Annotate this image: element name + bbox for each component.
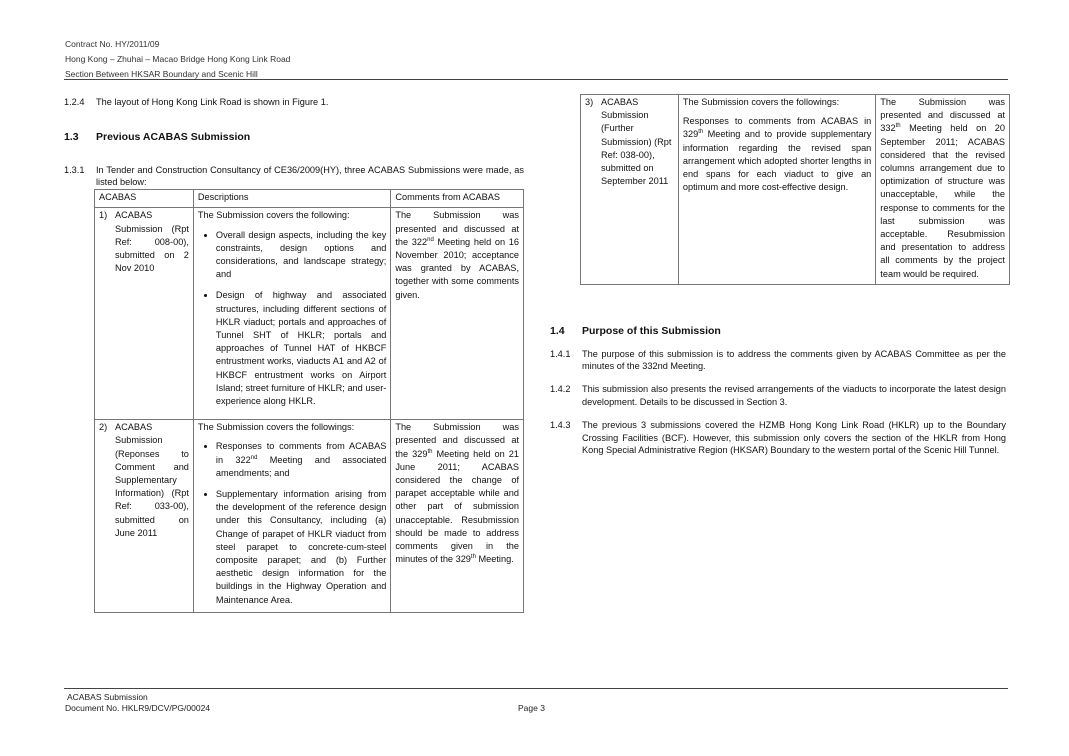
paragraph-1-4-2 [550, 383, 1006, 409]
paragraph-number: 1.4.1 [550, 348, 571, 359]
paragraph-1-4-3 [550, 419, 1006, 457]
paragraph-text: In Tender and Construction Consultancy of CE36/2009(HY), three ACABAS Submissions were made, as listed below: [96, 164, 524, 188]
comment-text: Meeting held on 21 June 2011; ACABAS considered the change of parapet acceptable while and other part of submission unacceptable. Resubmission should be made to address comments given in the minutes of the 329 [395, 448, 519, 565]
section-heading-1-3 [64, 131, 524, 144]
superscript: nd [250, 454, 258, 461]
submission-name: ACABAS Submission (Rpt Ref: 008-00), submitted on 2 Nov 2010 [115, 210, 189, 274]
paragraph-number: 1.3.1 [64, 164, 85, 175]
section-title: Previous ACABAS Submission [96, 130, 251, 143]
comment-text: The Submission was presented and discussed at the 322 [395, 210, 519, 247]
column-header-descriptions: Descriptions [193, 190, 390, 208]
submission-cell [95, 208, 194, 420]
paragraph-1-3-1 [64, 164, 524, 190]
table-header-row [95, 190, 524, 208]
footer-divider [64, 688, 1008, 689]
paragraph-text: The layout of Hong Kong Link Road is shown in Figure 1. [96, 97, 329, 107]
list-item-text: Meeting and associated amendments; and [215, 454, 387, 478]
submission-cell [581, 95, 679, 285]
page-number: Page 3 [518, 703, 545, 713]
superscript: th [698, 129, 704, 136]
superscript: th [895, 123, 901, 130]
comment-text: The Submission was presented and discussed at the 329 [395, 422, 519, 459]
superscript: nd [427, 236, 434, 243]
description-cell [678, 95, 875, 285]
comment-text: Meeting held on 16 November 2010; acceptance was granted by ACABAS, together with some comments given. [395, 236, 519, 300]
row-number: 1) [99, 210, 108, 221]
paragraph-1-4-1 [550, 348, 1006, 374]
header-divider [64, 79, 1008, 80]
description-intro: The Submission covers the followings: [197, 422, 355, 433]
description-text-part: Meeting and to provide supplementary information regarding the revised span arrangement which adopted shorter lengths in end spans for each viaduct to give an optimum and more cost-effective design. [682, 129, 872, 193]
header-section: Section Between HKSAR Boundary and Scenic Hill [65, 69, 258, 79]
comment-text: The Submission was presented and discussed at 332 [880, 97, 1005, 134]
submissions-table-continued [580, 94, 1010, 285]
description-intro: The Submission covers the followings: [682, 97, 840, 107]
column-header-acabas: ACABAS [95, 190, 194, 208]
description-text [683, 115, 871, 194]
right-column [550, 94, 1006, 457]
row-number: 2) [99, 422, 108, 433]
comment-text: Meeting. [475, 554, 514, 565]
comment-cell [876, 95, 1010, 285]
comment-cell [391, 208, 524, 420]
footer-title: ACABAS Submission [67, 692, 148, 702]
paragraph-1-2-4 [64, 96, 524, 109]
list-item: • Overall design aspects, including the key constraints, design options and considerations, and landscape strategy; and [216, 229, 386, 282]
description-list [198, 229, 386, 409]
description-cell [193, 420, 390, 613]
comment-text: Meeting held on 20 September 2011; ACABAS considered that the revised columns arrangement due to optimization of structure was unacceptable, while the response to comments for the last submission was acceptable. Resubmission and presentation to address all comments by the project team would be required. [880, 123, 1005, 279]
section-title: Purpose of this Submission [582, 324, 721, 337]
description-cell [193, 208, 390, 420]
column-header-comments: Comments from ACABAS [391, 190, 524, 208]
section-heading-1-4 [550, 325, 1006, 338]
paragraph-number: 1.4.2 [550, 384, 571, 395]
description-intro: The Submission covers the following: [197, 210, 350, 221]
submission-cell [95, 420, 194, 613]
list-item [216, 440, 386, 480]
table-row [581, 95, 1010, 285]
row-number: 3) [585, 97, 594, 107]
paragraph-number: 1.4.3 [550, 419, 571, 430]
submissions-table [94, 189, 524, 613]
table-row [95, 208, 524, 420]
submission-name: ACABAS Submission (Reponses to Comment and Supplementary Information) (Rpt Ref: 033-00), submitted on June 2011 [115, 422, 189, 538]
superscript: th [427, 448, 433, 455]
section-number: 1.3 [64, 130, 79, 143]
description-list [198, 440, 386, 606]
header-contract: Contract No. HY/2011/09 [65, 39, 160, 49]
list-item: • Supplementary information arising from the development of the reference design under this Consultancy, including (a) Change of parapet of HKLR viaduct from steel parapet to concrete-cum-steel composite parapet; and (b) Further aesthetic design information for the buildings in the Highway Operation and Maintenance Area. [216, 488, 386, 607]
paragraph-text: This submission also presents the revised arrangements of the viaducts to incorporate the latest design development. Details to be discussed in Section 3. [582, 384, 1006, 408]
paragraph-text: The previous 3 submissions covered the HZMB Hong Kong Link Road (HKLR) up to the Boundary Crossing Facilities (BCF). However, this submission only covers the section of the HKLR from Hong Kong Special Administrative Region (HKSAR) Boundary to the western portal of the Scenic Hill Tunnel. [582, 419, 1006, 456]
left-column [64, 96, 524, 613]
list-item: • Design of highway and associated structures, including different sections of HKLR viaduct; portals and approaches of Tunnel SHT of HKLR; portals and approaches of Tunnel HAT of HKBCF entrustment works, viaducts A1 and A2 of HKBCF entrustment works on Airport Island; street furniture of HKLR; and user-experience along HKLR. [216, 289, 386, 408]
comment-cell [391, 420, 524, 613]
superscript: th [470, 554, 476, 561]
footer-document-number: Document No. HKLR9/DCV/PG/00024 [65, 703, 211, 713]
paragraph-number: 1.2.4 [64, 97, 85, 107]
paragraph-text: The purpose of this submission is to address the comments given by ACABAS Committee as per the minutes of the 332nd Meeting. [582, 348, 1006, 372]
list-item-text: Responses to comments from ACABAS in 322 [215, 441, 387, 465]
section-number: 1.4 [550, 324, 565, 337]
submission-name: ACABAS Submission (Further Submission) (Rpt Ref: 038-00), submitted on September 2011 [601, 97, 672, 187]
table-row [95, 420, 524, 613]
description-text-part: Responses to comments from ACABAS in 329 [682, 116, 872, 140]
header-project: Hong Kong – Zhuhai – Macao Bridge Hong Kong Link Road [65, 54, 291, 64]
